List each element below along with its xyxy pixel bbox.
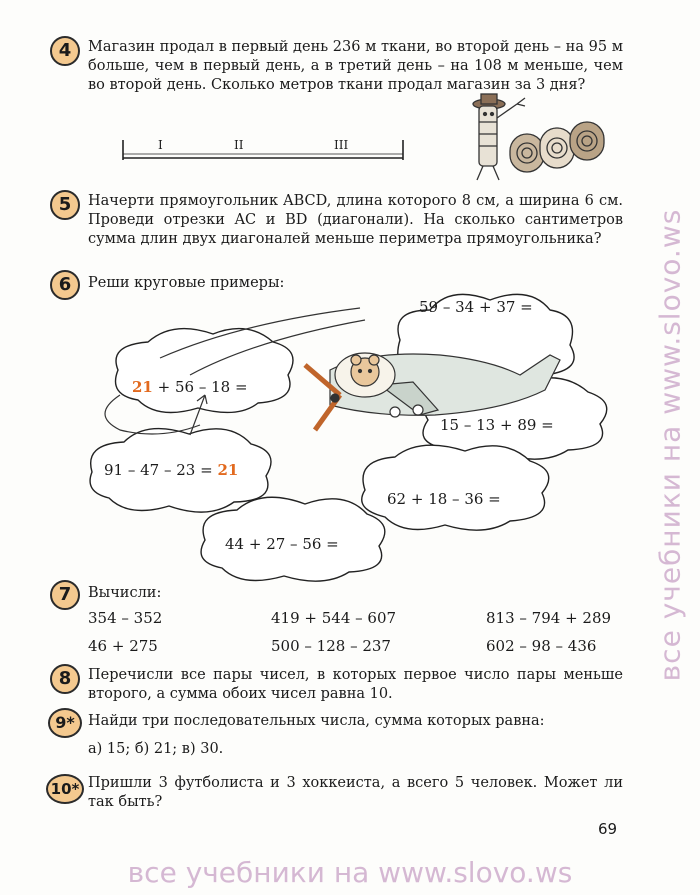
watermark-side-text: все учебники на www.slovo.ws xyxy=(653,208,687,682)
segment-label-1: I xyxy=(158,138,163,152)
task-number-badge: 7 xyxy=(50,580,80,610)
expression: 602 – 98 – 436 xyxy=(486,637,597,655)
task-number-badge: 10* xyxy=(46,774,84,804)
page-number: 69 xyxy=(598,820,618,838)
task-number-badge: 5 xyxy=(50,190,80,220)
task-4-text: Магазин продал в первый день 236 м ткани, во второй день – на 95 м больше, чем в первый день, а в третий день – на 108 м меньше, чем во второй день. Сколько метров ткани продал магазин за 3 дня? xyxy=(88,39,623,93)
task-5-text: Начерти прямоугольник ABCD, длина которого 8 см, а ширина 6 см. Проведи отрезки AC и BD (диагонали). На сколько сантиметров сумма длин двух диагоналей меньше периметра прямоугольника? xyxy=(88,193,623,247)
task-number-badge: 9* xyxy=(48,708,82,738)
task-number-badge: 6 xyxy=(50,270,80,300)
expression: 419 + 544 – 607 xyxy=(271,609,397,627)
circular-examples-illustration xyxy=(80,280,640,590)
task-10-text: Пришли 3 футболиста и 3 хоккеиста, а всего 5 человек. Может ли так быть? xyxy=(88,775,623,810)
expression: 354 – 352 xyxy=(88,609,163,627)
task-number-badge: 8 xyxy=(50,664,80,694)
cloud-example-5: 62 + 18 – 36 = xyxy=(387,490,501,508)
task-number-badge: 4 xyxy=(50,36,80,66)
cloud-example-4 xyxy=(104,461,238,479)
watermark-side xyxy=(640,110,700,780)
segment-label-3: III xyxy=(334,138,349,152)
task-8-text: Перечисли все пары чисел, в которых первое число пары меньше второго, а сумма обоих чисел равна 10. xyxy=(88,667,623,702)
task-9-options: а) 15; б) 21; в) 30. xyxy=(88,741,224,757)
segment-label-2: II xyxy=(234,138,244,152)
task-7-text: Вычисли: xyxy=(88,585,162,601)
cloud-example-4-main: 91 – 47 – 23 = xyxy=(104,461,218,479)
cloud-example-1: 59 – 34 + 37 = xyxy=(419,298,533,316)
cloud-example-2-rest: + 56 – 18 = xyxy=(152,378,248,396)
task-9-text: Найди три последовательных числа, сумма которых равна: xyxy=(88,713,545,729)
cloud-example-2 xyxy=(132,378,248,396)
expression: 813 – 794 + 289 xyxy=(486,609,612,627)
expression: 46 + 275 xyxy=(88,637,158,655)
watermark-bottom: все учебники на www.slovo.ws xyxy=(127,856,573,889)
cloud-example-3: 15 – 13 + 89 = xyxy=(440,416,554,434)
cloud-example-2-highlight: 21 xyxy=(132,378,153,396)
cloud-example-6: 44 + 27 – 56 = xyxy=(225,535,339,553)
cloud-example-4-highlight: 21 xyxy=(217,461,239,479)
expression: 500 – 128 – 237 xyxy=(271,637,391,655)
task-6-text: Реши круговые примеры: xyxy=(88,275,285,291)
fabric-seller-illustration xyxy=(465,92,615,188)
